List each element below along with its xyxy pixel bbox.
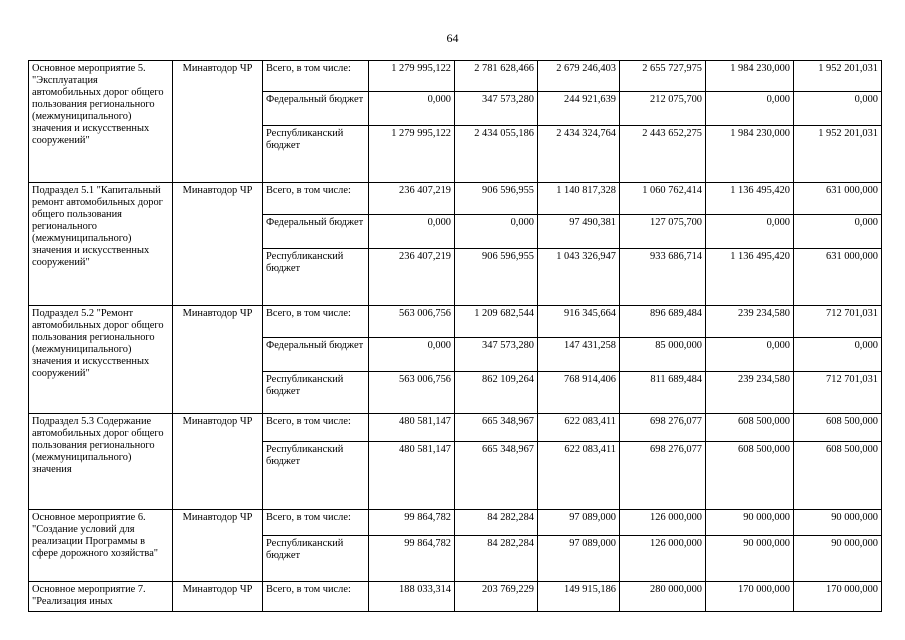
amount-cell: 698 276,077 — [620, 442, 706, 510]
amount-cell: 212 075,700 — [620, 92, 706, 126]
amount-cell: 608 500,000 — [794, 442, 882, 510]
amount-cell: 480 581,147 — [369, 442, 455, 510]
amount-cell: 0,000 — [706, 338, 794, 372]
executor: Минавтодор ЧР — [173, 510, 263, 582]
executor: Минавтодор ЧР — [173, 183, 263, 306]
amount-cell: 97 089,000 — [538, 536, 620, 582]
amount-cell: 2 655 727,975 — [620, 61, 706, 92]
amount-cell: 2 679 246,403 — [538, 61, 620, 92]
funding-source: Республиканский бюджет — [263, 536, 369, 582]
amount-cell: 480 581,147 — [369, 414, 455, 442]
amount-cell: 85 000,000 — [620, 338, 706, 372]
amount-cell: 2 434 324,764 — [538, 126, 620, 183]
funding-source: Республиканский бюджет — [263, 372, 369, 414]
amount-cell: 99 864,782 — [369, 536, 455, 582]
funding-source: Всего, в том числе: — [263, 510, 369, 536]
amount-cell: 127 075,700 — [620, 215, 706, 249]
amount-cell: 0,000 — [369, 92, 455, 126]
amount-cell: 1 060 762,414 — [620, 183, 706, 215]
amount-cell: 203 769,229 — [455, 582, 538, 612]
measure-name: Подраздел 5.1 "Капитальный ремонт автомобильных дорог общего пользования регионального (межмуниципального) значения и искусственных сооружений" — [29, 183, 173, 306]
amount-cell: 0,000 — [369, 338, 455, 372]
amount-cell: 622 083,411 — [538, 442, 620, 510]
executor: Минавтодор ЧР — [173, 414, 263, 510]
budget-table — [28, 60, 882, 612]
amount-cell: 84 282,284 — [455, 536, 538, 582]
amount-cell: 563 006,756 — [369, 306, 455, 338]
executor: Минавтодор ЧР — [173, 582, 263, 612]
executor: Минавтодор ЧР — [173, 61, 263, 183]
measure-name: Подраздел 5.2 "Ремонт автомобильных дорог общего пользования регионального (межмуниципального) значения и искусственных сооружений" — [29, 306, 173, 414]
executor: Минавтодор ЧР — [173, 306, 263, 414]
funding-source: Республиканский бюджет — [263, 126, 369, 183]
amount-cell: 622 083,411 — [538, 414, 620, 442]
table-body — [29, 61, 882, 612]
amount-cell: 347 573,280 — [455, 92, 538, 126]
amount-cell: 1 952 201,031 — [794, 126, 882, 183]
funding-source: Всего, в том числе: — [263, 61, 369, 92]
amount-cell: 126 000,000 — [620, 536, 706, 582]
amount-cell: 896 689,484 — [620, 306, 706, 338]
amount-cell: 933 686,714 — [620, 249, 706, 306]
amount-cell: 608 500,000 — [706, 442, 794, 510]
amount-cell: 1 140 817,328 — [538, 183, 620, 215]
funding-source: Всего, в том числе: — [263, 414, 369, 442]
amount-cell: 2 443 652,275 — [620, 126, 706, 183]
amount-cell: 97 089,000 — [538, 510, 620, 536]
measure-name: Основное мероприятие 6. "Создание условий для реализации Программы в сфере дорожного хозяйства" — [29, 510, 173, 582]
amount-cell: 90 000,000 — [706, 510, 794, 536]
amount-cell: 665 348,967 — [455, 414, 538, 442]
amount-cell: 0,000 — [794, 338, 882, 372]
amount-cell: 1 984 230,000 — [706, 126, 794, 183]
amount-cell: 1 279 995,122 — [369, 126, 455, 183]
amount-cell: 712 701,031 — [794, 372, 882, 414]
amount-cell: 170 000,000 — [706, 582, 794, 612]
amount-cell: 916 345,664 — [538, 306, 620, 338]
amount-cell: 665 348,967 — [455, 442, 538, 510]
amount-cell: 631 000,000 — [794, 249, 882, 306]
funding-source: Всего, в том числе: — [263, 306, 369, 338]
amount-cell: 0,000 — [455, 215, 538, 249]
amount-cell: 244 921,639 — [538, 92, 620, 126]
amount-cell: 84 282,284 — [455, 510, 538, 536]
amount-cell: 147 431,258 — [538, 338, 620, 372]
amount-cell: 698 276,077 — [620, 414, 706, 442]
page-number: 64 — [446, 31, 459, 45]
amount-cell: 608 500,000 — [794, 414, 882, 442]
amount-cell: 906 596,955 — [455, 249, 538, 306]
funding-source: Республиканский бюджет — [263, 249, 369, 306]
amount-cell: 608 500,000 — [706, 414, 794, 442]
amount-cell: 90 000,000 — [794, 536, 882, 582]
amount-cell: 280 000,000 — [620, 582, 706, 612]
amount-cell: 906 596,955 — [455, 183, 538, 215]
amount-cell: 768 914,406 — [538, 372, 620, 414]
amount-cell: 2 781 628,466 — [455, 61, 538, 92]
amount-cell: 631 000,000 — [794, 183, 882, 215]
measure-name: Подраздел 5.3 Содержание автомобильных дорог общего пользования регионального (межмуниципального) значения — [29, 414, 173, 510]
amount-cell: 90 000,000 — [794, 510, 882, 536]
amount-cell: 99 864,782 — [369, 510, 455, 536]
table-row — [29, 414, 882, 442]
funding-source: Республиканский бюджет — [263, 442, 369, 510]
funding-source: Федеральный бюджет — [263, 215, 369, 249]
amount-cell: 1 209 682,544 — [455, 306, 538, 338]
measure-name: Основное мероприятие 5. "Эксплуатация автомобильных дорог общего пользования регионального (межмуниципального) значения и искусственных сооружений" — [29, 61, 173, 183]
amount-cell: 126 000,000 — [620, 510, 706, 536]
amount-cell: 1 043 326,947 — [538, 249, 620, 306]
amount-cell: 90 000,000 — [706, 536, 794, 582]
amount-cell: 1 952 201,031 — [794, 61, 882, 92]
table-row — [29, 183, 882, 215]
amount-cell: 149 915,186 — [538, 582, 620, 612]
funding-source: Федеральный бюджет — [263, 92, 369, 126]
amount-cell: 97 490,381 — [538, 215, 620, 249]
amount-cell: 811 689,484 — [620, 372, 706, 414]
amount-cell: 1 279 995,122 — [369, 61, 455, 92]
amount-cell: 1 136 495,420 — [706, 249, 794, 306]
amount-cell: 0,000 — [706, 92, 794, 126]
amount-cell: 236 407,219 — [369, 183, 455, 215]
table-row — [29, 510, 882, 536]
amount-cell: 188 033,314 — [369, 582, 455, 612]
amount-cell: 0,000 — [706, 215, 794, 249]
amount-cell: 2 434 055,186 — [455, 126, 538, 183]
amount-cell: 347 573,280 — [455, 338, 538, 372]
amount-cell: 0,000 — [794, 215, 882, 249]
amount-cell: 0,000 — [369, 215, 455, 249]
measure-name: Основное мероприятие 7. "Реализация иных — [29, 582, 173, 612]
amount-cell: 563 006,756 — [369, 372, 455, 414]
amount-cell: 239 234,580 — [706, 372, 794, 414]
table-row — [29, 61, 882, 92]
funding-source: Всего, в том числе: — [263, 183, 369, 215]
funding-source: Федеральный бюджет — [263, 338, 369, 372]
table-row — [29, 582, 882, 612]
amount-cell: 862 109,264 — [455, 372, 538, 414]
amount-cell: 1 984 230,000 — [706, 61, 794, 92]
amount-cell: 712 701,031 — [794, 306, 882, 338]
amount-cell: 1 136 495,420 — [706, 183, 794, 215]
amount-cell: 236 407,219 — [369, 249, 455, 306]
amount-cell: 239 234,580 — [706, 306, 794, 338]
funding-source: Всего, в том числе: — [263, 582, 369, 612]
amount-cell: 170 000,000 — [794, 582, 882, 612]
amount-cell: 0,000 — [794, 92, 882, 126]
table-row — [29, 306, 882, 338]
